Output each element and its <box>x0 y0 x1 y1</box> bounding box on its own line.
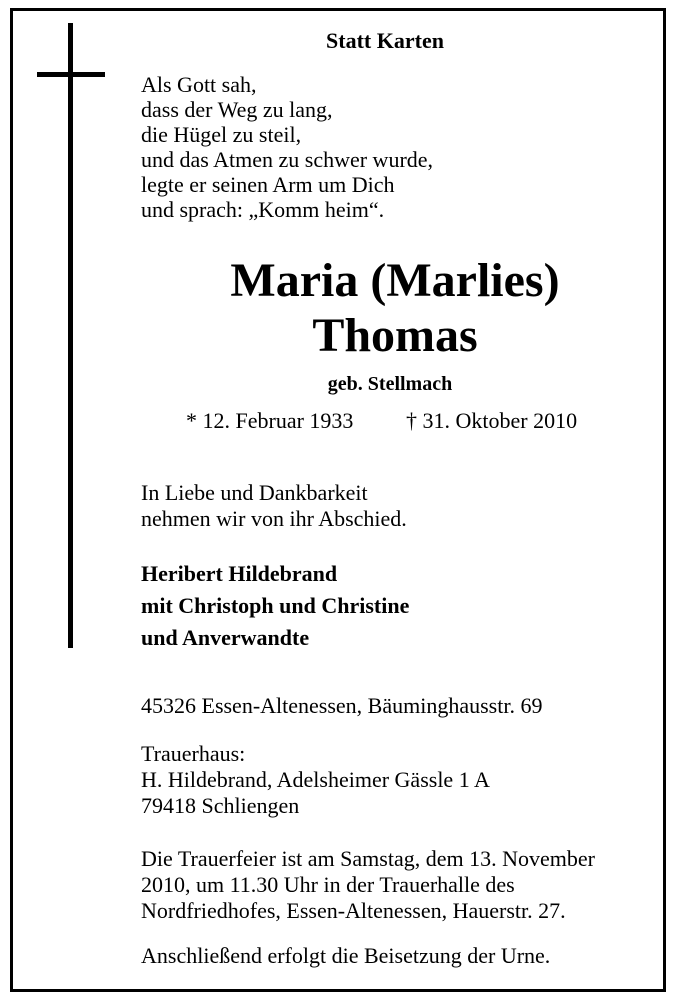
poem-line: legte er seinen Arm um Dich <box>141 172 395 197</box>
poem-line: die Hügel zu steil, <box>141 122 302 147</box>
family-address: 45326 Essen-Altenessen, Bäuminghausstr. 69 <box>141 693 543 718</box>
thanks-line: nehmen wir von ihr Abschied. <box>141 506 407 531</box>
mourning-house-line: Trauerhaus: <box>141 741 246 766</box>
mourning-house-line: 79418 Schliengen <box>141 793 300 818</box>
mourner-line: und Anverwandte <box>141 625 310 650</box>
poem-line: und sprach: „Komm heim“. <box>141 197 385 222</box>
deceased-given-name: Maria (Marlies) <box>230 254 560 307</box>
poem <box>141 72 433 222</box>
thanks-text <box>141 480 407 532</box>
ceremony-info <box>141 846 595 924</box>
cross-horizontal-bar <box>37 72 105 77</box>
mourner-line: Heribert Hildebrand <box>141 561 338 586</box>
ceremony-line: Die Trauerfeier ist am Samstag, dem 13. November <box>141 846 595 871</box>
poem-line: und das Atmen zu schwer wurde, <box>141 147 434 172</box>
poem-line: dass der Weg zu lang, <box>141 97 333 122</box>
maiden-name: geb. Stellmach <box>327 373 453 395</box>
mourners-list <box>141 558 409 654</box>
ceremony-line: Nordfriedhofes, Essen-Altenessen, Hauerstr. 27. <box>141 898 566 923</box>
notice-heading: Statt Karten <box>326 28 444 53</box>
birth-date: * 12. Februar 1933 <box>186 408 354 433</box>
mourning-house-line: H. Hildebrand, Adelsheimer Gässle 1 A <box>141 767 490 792</box>
mourning-house <box>141 741 490 819</box>
thanks-line: In Liebe und Dankbarkeit <box>141 480 368 505</box>
poem-line: Als Gott sah, <box>141 72 257 97</box>
mourner-line: mit Christoph und Christine <box>141 593 410 618</box>
deceased-surname: Thomas <box>312 309 478 362</box>
urn-burial-note: Anschließend erfolgt die Beisetzung der Urne. <box>141 943 551 968</box>
ceremony-line: 2010, um 11.30 Uhr in der Trauerhalle des <box>141 872 515 897</box>
death-date: † 31. Oktober 2010 <box>406 408 578 433</box>
